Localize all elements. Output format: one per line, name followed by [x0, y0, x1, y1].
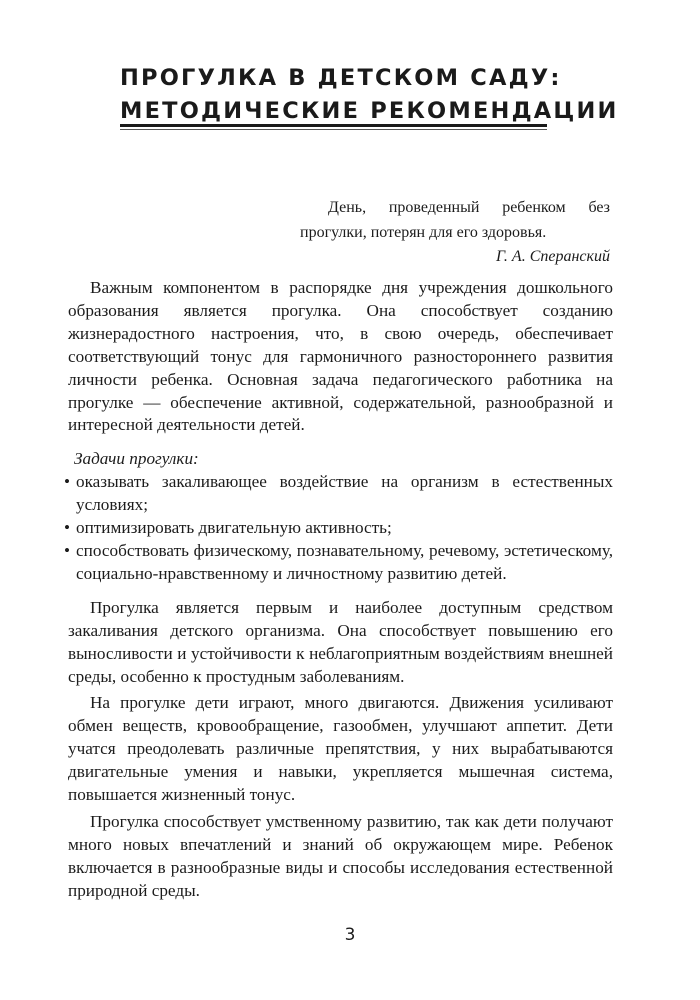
epigraph-quote: День, проведенный ребенком без прогулки, потерян для его здоровья.: [300, 199, 610, 241]
tasks-list: [64, 471, 613, 586]
list-item: [64, 517, 613, 540]
list-item-text: оказывать закаливающее воздействие на организм в естественных условиях;: [76, 472, 613, 515]
page-number: 3: [344, 925, 356, 945]
paragraph-movement: На прогулке дети играют, много двигаются. Движения усиливают обмен веществ, кровообращение, газообмен, улучшают аппетит. Дети учатся преодолевать различные препятствия, у них вырабатываются двигательные умения и навыки, укрепляется мышечная система, повышается жизненный тонус.: [68, 693, 613, 805]
bullet-icon: •: [64, 540, 71, 560]
paragraph-hardening: Прогулка является первым и наиболее доступным средством закаливания детского организма. Она способствует повышению его выносливости и устойчивости к неблагоприятным воздействиям внешней среды, особенно к простудным заболеваниям.: [68, 597, 613, 686]
chapter-title: [120, 62, 619, 128]
tasks-label: Задачи прогулки:: [74, 449, 199, 469]
epigraph-author: Г. А. Сперанский: [496, 248, 610, 265]
spacer: [68, 586, 613, 597]
paragraph-mental-development: Прогулка способствует умственному развитию, так как дети получают много новых впечатлений и знаний об окружающем мире. Ребенок включается в разнообразные виды и способы исследования естественной природной среды.: [68, 811, 613, 900]
spacer: [68, 437, 613, 448]
epigraph: [300, 196, 610, 270]
list-item-text: способствовать физическому, познавательному, речевому, эстетическому, социально-нравственному и личностному развитию детей.: [76, 540, 613, 583]
body-text: [64, 277, 613, 903]
chapter-title-line-1: ПРОГУЛКА В ДЕТСКОМ САДУ:: [120, 65, 562, 91]
title-rule-thick: [120, 124, 547, 127]
paragraph-intro: Важным компонентом в распорядке дня учреждения дошкольного образования является прогулка. Она способствует созданию жизнерадостного настроения, что, в свою очередь, обеспечивает соответствующий тонус для гармоничного разностороннего развития личности ребенка. Основная задача педагогического работника на прогулке — обеспечение активной, содержательной, разнообразной и интересной деятельности детей.: [68, 278, 613, 435]
title-rule-thin: [120, 129, 547, 130]
list-item: [64, 471, 613, 517]
chapter-title-line-2: МЕТОДИЧЕСКИЕ РЕКОМЕНДАЦИИ: [120, 98, 619, 124]
list-item: [64, 540, 613, 586]
list-item-text: оптимизировать двигательную активность;: [76, 518, 392, 538]
bullet-icon: •: [64, 518, 71, 538]
bullet-icon: •: [64, 472, 71, 492]
